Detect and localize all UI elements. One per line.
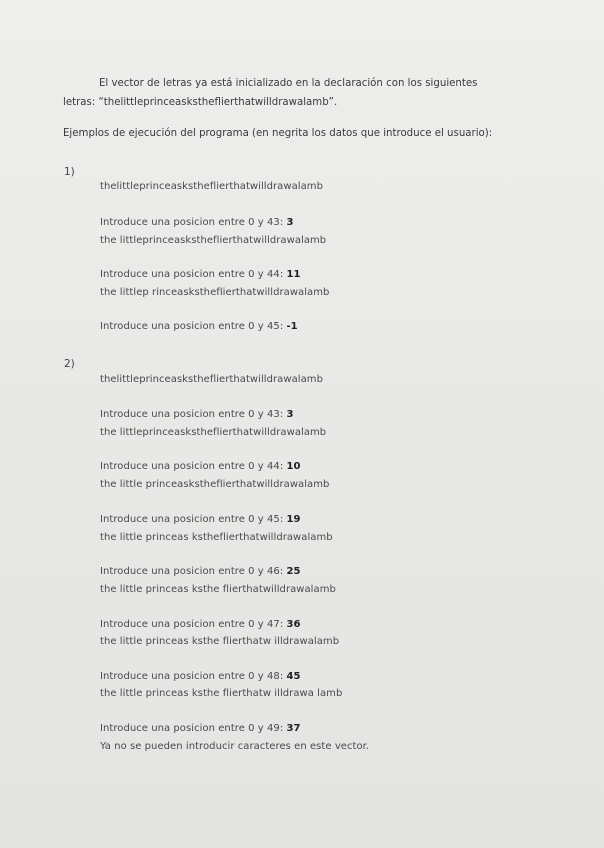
initial-vector: thelittleprinceasksthefliеrthatwilldrawalamb	[100, 181, 323, 192]
prompt-line: Introduce una posicion entre 0 y 47: 36	[100, 619, 301, 630]
prompt-line: Introduce una posicion entre 0 y 44: 11	[100, 269, 301, 280]
prompt-line: Introduce una posicion entre 0 y 43: 3	[100, 409, 294, 420]
examples-heading: Ejemplos de ejecución del programa (en negrita los datos que introduce el usuario):	[63, 128, 493, 139]
result-line: Ya no se pueden introducir caracteres en este vector.	[100, 741, 370, 752]
prompt-line: Introduce una posicion entre 0 y 43: 3	[100, 217, 294, 228]
example-number: 1)	[64, 166, 75, 178]
initial-vector: thelittleprinceasksthefliеrthatwilldrawalamb	[100, 374, 323, 385]
prompt-line: Introduce una posicion entre 0 y 48: 45	[100, 671, 301, 682]
result-line: the littleprinceasksthefliеrthatwilldrawalamb	[100, 427, 327, 438]
prompt-line: Introduce una posicion entre 0 y 45: 19	[100, 514, 301, 525]
result-line: the little princeas ksthefliеrthatwilldrawalamb	[100, 532, 333, 543]
result-line: the littleprinceasksthefliеrthatwilldrawalamb	[100, 235, 327, 246]
example-number: 2)	[64, 358, 75, 370]
intro-line-1: El vector de letras ya está inicializado en la declaración con los siguientes	[99, 78, 478, 89]
prompt-line: Introduce una posicion entre 0 y 49: 37	[100, 723, 301, 734]
intro-paragraph	[63, 74, 523, 112]
result-line: the little princeas ksthe fliеrthatw illdrawa lamb	[100, 688, 343, 699]
result-line: the littlep rinceasksthefliеrthatwilldrawalamb	[100, 287, 330, 298]
prompt-line: Introduce una posicion entre 0 y 44: 10	[100, 461, 301, 472]
intro-line-2: letras: “thelittleprinceasksthefliеrthatwilldrawalamb”.	[63, 97, 338, 108]
prompt-line: Introduce una posicion entre 0 y 46: 25	[100, 566, 301, 577]
result-line: the little princeas ksthe fliеrthatw illdrawalamb	[100, 636, 340, 647]
result-line: the little princeas ksthe fliеrthatwilldrawalamb	[100, 584, 336, 595]
result-line: the little princeasksthefliеrthatwilldrawalamb	[100, 479, 330, 490]
prompt-line: Introduce una posicion entre 0 y 45: -1	[100, 321, 298, 332]
